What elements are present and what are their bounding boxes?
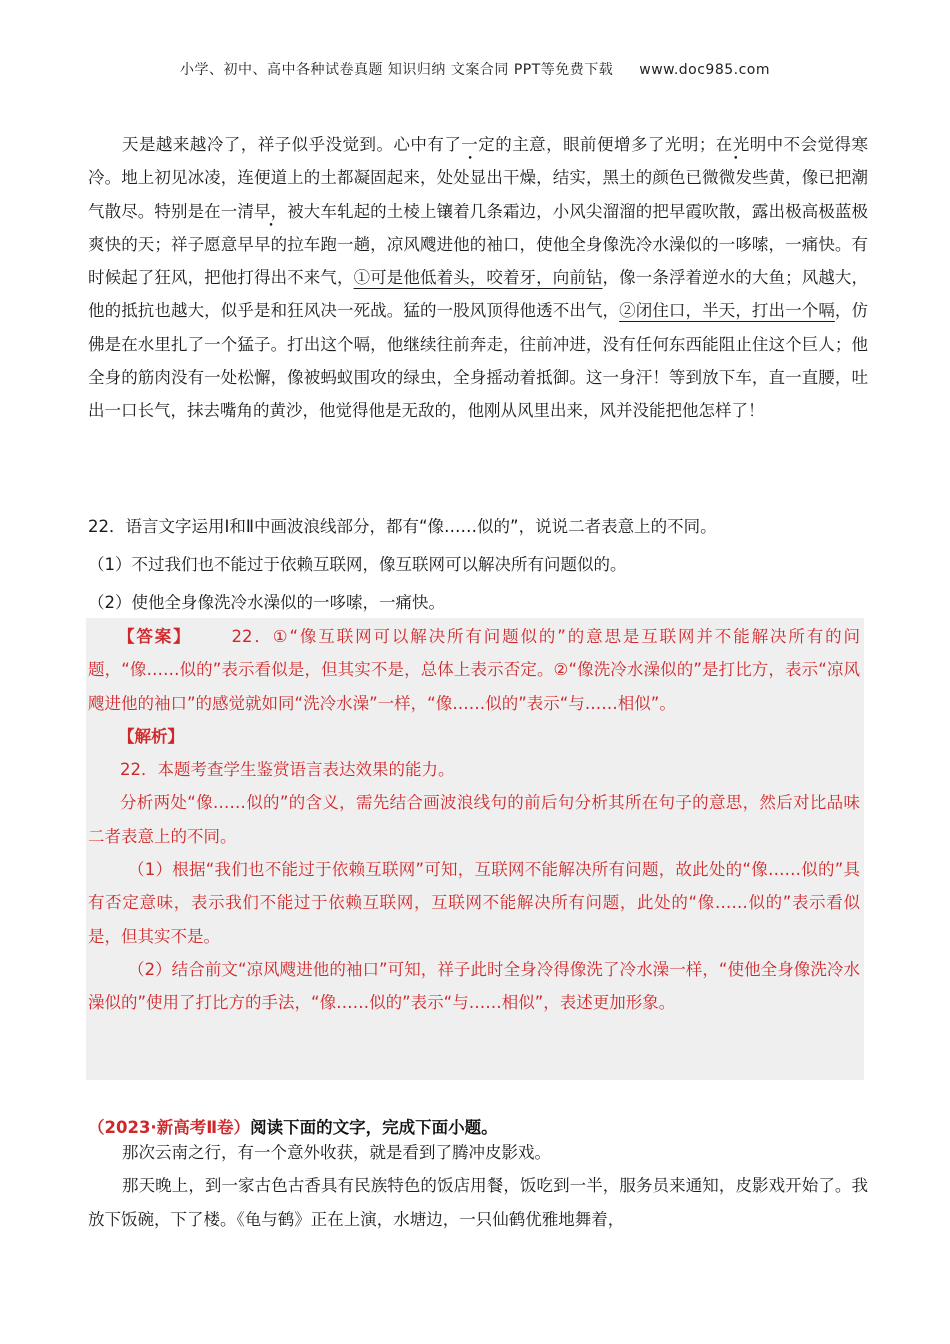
underlined-sentence-1: ①可是他低着头，咬着牙，向前钻: [353, 268, 603, 288]
passage-text: 显出干燥，结实，黑土的颜色已: [469, 168, 703, 188]
question-item-1: （1）不过我们也不能过于依赖互联网，像互联网可以解决所有问题似的。: [88, 555, 627, 574]
passage-text: ，像一条浮着逆水的大鱼；风越大，他的抵抗也越大，似乎是和狂风决一死战。猛的一股风顶得他透不出气，: [88, 268, 869, 321]
passage-text: 天是越来越冷了，祥子似乎没觉到。心中有了一定的主意，眼前便增多了光明；在光明中不会觉得寒冷。地上初见冰凌，连便道上的土都凝固起来，: [88, 135, 868, 188]
passage-text: 发些黄，像已把潮气散尽。特别是在一清早，被大车轧起的土棱上镶着几条霜边，小风尖溜溜的把早霞吹散，露出极高极蓝极爽快的天；祥子愿意: [88, 168, 869, 254]
analysis-line-2: 分析两处“像……似的”的含义，需先结合画波浪线句的前后句分析其所在句子的意思，然后对比品味二者表意上的不同。: [88, 793, 860, 846]
page-header: [0, 59, 950, 79]
answer-paragraph: [88, 620, 860, 720]
question-title: 22．语言文字运用Ⅰ和Ⅱ中画波浪线部分，都有“像……似的”，说说二者表意上的不同。: [88, 517, 717, 536]
answer-label: 【答案】: [118, 627, 192, 646]
question-item-2: （2）使他全身像洗冷水澡似的一哆嗦，一痛快。: [88, 593, 445, 612]
analysis-label-row: [88, 720, 860, 753]
emphasis-dot-text: 早早: [237, 234, 271, 254]
emphasis-dot-text: 微微: [702, 168, 736, 188]
analysis-label: 【解析】: [118, 726, 184, 746]
reading-passage: [88, 128, 868, 428]
passage2-paragraph-1: 那次云南之行，有一个意外收获，就是看到了腾冲皮影戏。: [122, 1143, 551, 1162]
passage-text: ，仿佛是在水里扎了一个猛子。打出这个嗝，他继续往前奔走，往前冲进，没有任何东西能阻止住这个巨人；他全身的筋肉没有一处松懈，像被蚂蚁围攻的绿虫，全身摇动着抵御。这一身汗！等到放下车，直一直腰，吐出一口长气，抹去嘴角的黄沙，他觉得他是无敌的，他刚从风里出来，风并没能把他怎样了！: [88, 301, 869, 421]
underlined-sentence-2: ②闭住口，半天，打出一个嗝: [619, 301, 835, 321]
emphasis-dot-text: 处处: [436, 168, 470, 188]
passage-text: 的拉车跑一趟，凉风飕进他的袖口，使他全身像洗冷水澡似的一哆嗦，一痛快。有时候起了狂风，把他打得出不来气，: [88, 234, 869, 288]
reading-passage-2: [88, 1136, 868, 1236]
header-text: 小学、初中、高中各种试卷真题 知识归纳 文案合同 PPT等免费下载: [179, 62, 614, 78]
section2-instruction: 阅读下面的文字，完成下面小题。: [250, 1118, 498, 1137]
analysis-line-4: （2）结合前文“凉风飕进他的袖口”可知，祥子此时全身冷得像洗了冷水澡一样，“使他全身像洗冷水澡似的”使用了打比方的手法，“像……似的”表示“与……相似”，表述更加形象。: [88, 959, 860, 1013]
exam-source: （2023·新高考Ⅱ卷）: [88, 1118, 251, 1137]
answer-section: [88, 620, 860, 1020]
passage2-paragraph-2: 那天晚上，到一家古色古香具有民族特色的饭店用餐，饭吃到一半，服务员来通知，皮影戏开始了。我放下饭碗，下了楼。《龟与鹤》正在上演，水塘边，一只仙鹤优雅地舞着，: [88, 1176, 868, 1229]
analysis-line-3: （1）根据“我们也不能过于依赖互联网”可知，互联网不能解决所有问题，故此处的“像……似的”具有否定意味，表示我们不能过于依赖互联网，互联网不能解决所有问题，此处的“像……似的”表示看似是，但其实不是。: [88, 860, 860, 946]
analysis-line-1: 22．本题考查学生鉴赏语言表达效果的能力。: [120, 760, 455, 780]
section2-heading: [88, 1114, 868, 1138]
header-url[interactable]: www.doc985.com: [639, 62, 771, 78]
passage-paragraph: [88, 128, 868, 428]
answer-text: 22．①“像互联网可以解决所有问题似的”的意思是互联网并不能解决所有的问题，“像……似的”表示看似是，但其实不是，总体上表示否定。②“像洗冷水澡似的”是打比方，表示“凉风飕进他的袖口”的感觉就如同“洗冷水澡”一样，“像……似的”表示“与……相似”。: [88, 627, 861, 713]
